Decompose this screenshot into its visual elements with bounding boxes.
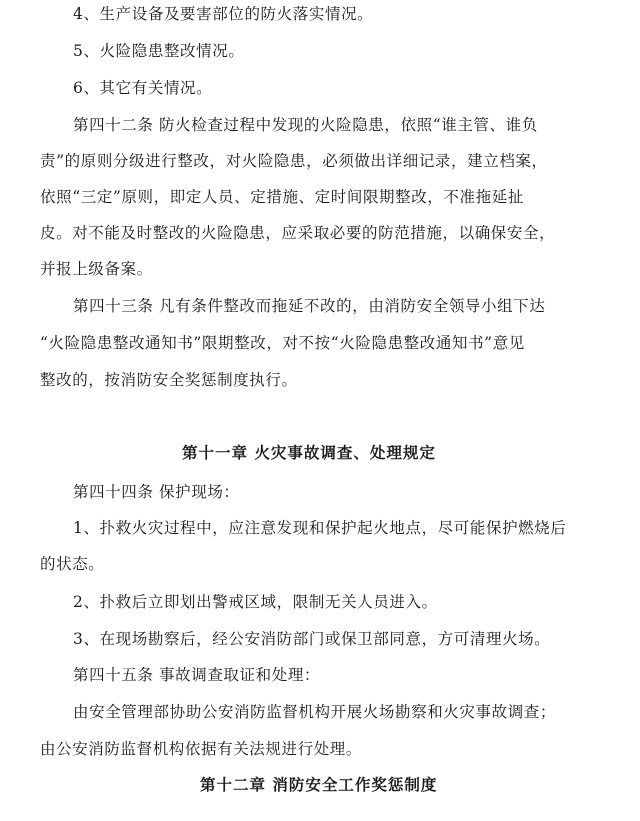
article-42-line-4: 皮。对不能及时整改的火险隐患，应采取必要的防范措施，以确保安全， (40, 224, 556, 242)
article-43-line-1: 第四十三条 凡有条件整改而拖延不改的，由消防安全领导小组下达 (73, 297, 546, 315)
article-45-line-1: 第四十五条 事故调查取证和处理： (73, 666, 321, 684)
article-42-line-3: 依照“三定”原则，即定人员、定措施、定时间限期整改，不准拖延扯 (40, 188, 524, 206)
article-44-line-3: 的状态。 (40, 555, 105, 573)
article-42-line-2: 责”的原则分级进行整改，对火险隐患，必须做出详细记录，建立档案， (40, 152, 548, 170)
article-43-line-3: 整改的，按消防安全奖惩制度执行。 (40, 371, 298, 389)
article-44-line-4: 2、扑救后立即划出警戒区域，限制无关人员进入。 (73, 593, 438, 611)
article-45-line-2: 由安全管理部协助公安消防监督机构开展火场勘察和火灾事故调查； (73, 703, 557, 721)
article-43-line-2: “火险隐患整改通知书”限期整改，对不按“火险隐患整改通知书”意见 (40, 334, 525, 352)
list-item-4: 4、生产设备及要害部位的防火落实情况。 (73, 5, 374, 23)
chapter-11-title: 第十一章 火灾事故调查、处理规定 (182, 443, 436, 462)
article-42-line-1: 第四十二条 防火检查过程中发现的火险隐患，依照“谁主管、谁负 (73, 116, 538, 134)
article-44-line-5: 3、在现场勘察后，经公安消防部门或保卫部同意，方可清理火场。 (73, 630, 551, 648)
list-item-5: 5、火险隐患整改情况。 (73, 42, 245, 60)
article-44-line-2: 1、扑救火灾过程中，应注意发现和保护起火地点，尽可能保护燃烧后 (73, 519, 567, 537)
article-44-line-1: 第四十四条 保护现场： (73, 483, 240, 501)
article-42-line-5: 并报上级备案。 (40, 260, 153, 278)
chapter-12-title: 第十二章 消防安全工作奖惩制度 (200, 775, 438, 794)
article-45-line-3: 由公安消防监督机构依据有关法规进行处理。 (40, 740, 363, 758)
list-item-6: 6、其它有关情况。 (73, 79, 213, 97)
